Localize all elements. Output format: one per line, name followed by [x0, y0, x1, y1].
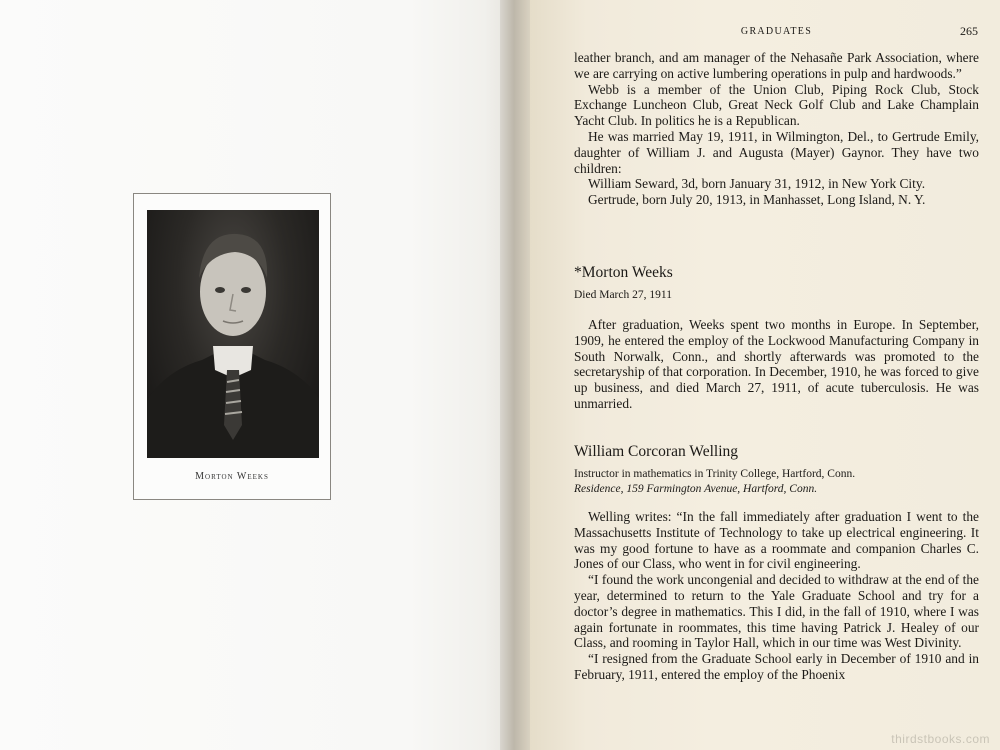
paragraph: leather branch, and am manager of the Nehasañe Park Association, where we are carrying on active lumbering operations in pulp and hardwoods.” [574, 50, 979, 81]
welling-entry [574, 443, 979, 683]
death-date: Died March 27, 1911 [574, 289, 672, 301]
child-entry: William Seward, 3d, born January 31, 1912, in New York City. [588, 176, 926, 192]
entry-heading: William Corcoran Welling [574, 443, 738, 460]
paragraph: He was married May 19, 1911, in Wilmington, Del., to Gertrude Emily, daughter of William J. and Augusta (Mayer) Gaynor. They have two children: [574, 128, 979, 176]
portrait-plate [133, 193, 331, 500]
child-entry: Gertrude, born July 20, 1913, in Manhasset, Long Island, N. Y. [588, 192, 926, 208]
running-head: GRADUATES [740, 26, 813, 37]
webb-entry-continuation [574, 50, 979, 208]
position-line: Instructor in mathematics in Trinity College, Hartford, Conn. [574, 468, 856, 480]
watermark: thirdstbooks.com [891, 732, 990, 746]
weeks-entry [574, 264, 979, 412]
paragraph: Webb is a member of the Union Club, Piping Rock Club, Stock Exchange Luncheon Club, Great Neck Golf Club and Lake Champlain Yacht Club. In politics he is a Republican. [574, 81, 979, 129]
paragraph: “I found the work uncongenial and decided to withdraw at the end of the year, determined to return to the Yale Graduate School and try for a doctor’s degree in mathematics. This I did, in the fall of 1910, where I was again fortunate in roommates, this time having Patrick J. Healey of our Class, and rooming in Taylor Hall, which in our time was West Divinity. [574, 572, 979, 651]
portrait-photo [147, 210, 319, 458]
paragraph: Welling writes: “In the fall immediately after graduation I went to the Massachusetts Institute of Technology to take up electrical engineering. It was my good fortune to have as a roommate and companion Charles C. Jones of our Class, who went in for civil engineering. [574, 509, 979, 572]
paragraph: “I resigned from the Graduate School early in December of 1910 and in February, 1911, entered the employ of the Phoenix [574, 651, 979, 682]
entry-heading: *Morton Weeks [574, 264, 673, 281]
page-number: 265 [960, 24, 978, 38]
residence-line: Residence, 159 Farmington Avenue, Hartford, Conn. [574, 483, 818, 495]
portrait-figure [147, 210, 319, 458]
photo-caption: Morton Weeks [195, 471, 269, 482]
paragraph: After graduation, Weeks spent two months in Europe. In September, 1909, he entered the employ of the Lockwood Manufacturing Company in South Norwalk, Conn., and shortly afterwards was promoted to the secretaryship of that corporation. In December, 1910, he was forced to give up business, and died March 27, 1911, of acute tuberculosis. He was unmarried. [574, 317, 979, 411]
